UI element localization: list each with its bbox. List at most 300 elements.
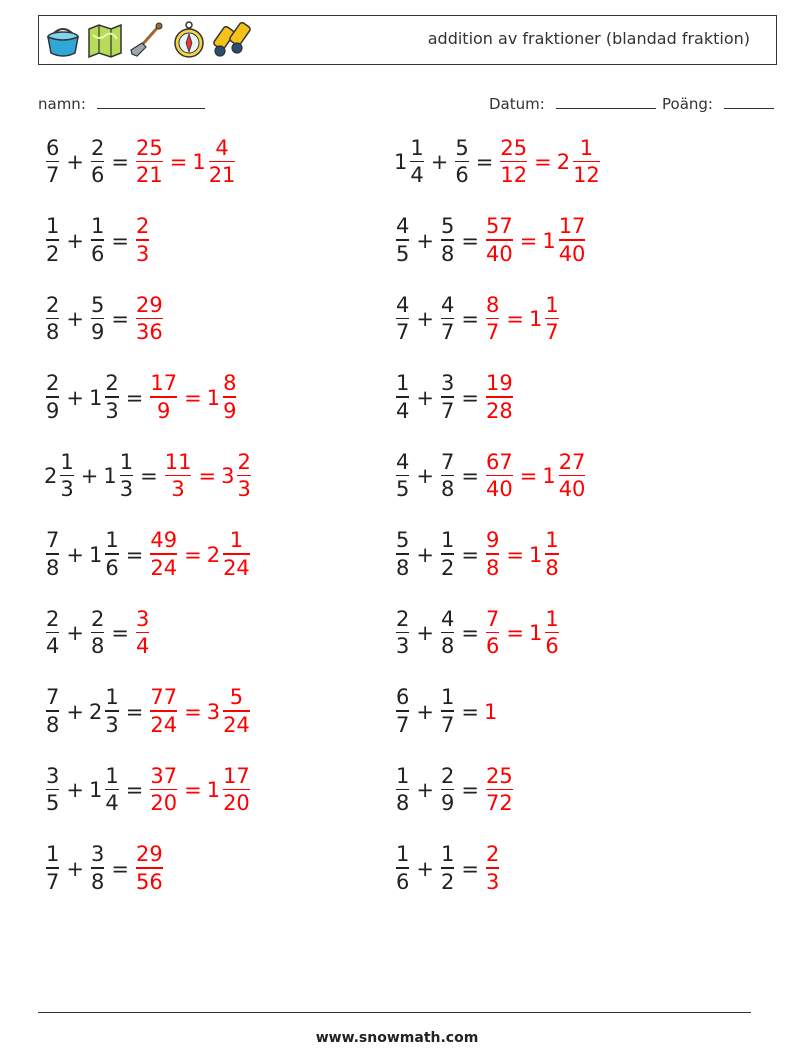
whole-part: 1 xyxy=(88,778,103,802)
numerator: 1 xyxy=(545,292,559,317)
numerator: 77 xyxy=(150,685,178,710)
numerator: 5 xyxy=(229,685,244,710)
answer-mixed xyxy=(556,135,602,188)
worksheet-title: addition av fraktioner (blandad fraktion) xyxy=(427,29,750,48)
answer-fraction xyxy=(484,449,515,502)
equals-sign: = xyxy=(125,778,144,802)
answer-fraction xyxy=(498,135,529,188)
denominator: 8 xyxy=(90,634,105,659)
answer-fraction xyxy=(134,216,151,265)
denominator: 12 xyxy=(500,163,528,188)
denominator: 7 xyxy=(545,320,559,345)
addend-b xyxy=(453,135,470,188)
addend-a xyxy=(394,449,411,502)
fraction xyxy=(439,530,456,579)
denominator: 8 xyxy=(440,241,455,266)
denominator: 24 xyxy=(223,555,250,580)
problem-row xyxy=(44,527,252,583)
answer-fraction xyxy=(484,373,515,422)
fraction xyxy=(44,763,61,816)
addend-b xyxy=(89,844,106,893)
fraction xyxy=(103,373,120,422)
denominator: 8 xyxy=(485,555,500,580)
answer-mixed xyxy=(528,606,561,659)
plus-sign: + xyxy=(416,621,434,645)
plus-sign: + xyxy=(66,856,84,881)
denominator: 3 xyxy=(135,241,150,266)
addend-b xyxy=(439,373,456,422)
fraction xyxy=(44,135,61,188)
addend-b xyxy=(439,449,456,502)
numerator: 1 xyxy=(60,449,74,474)
addend-a xyxy=(44,449,76,502)
addend-b xyxy=(103,449,135,502)
denominator: 72 xyxy=(485,791,513,816)
numerator: 2 xyxy=(485,842,500,867)
denominator: 40 xyxy=(558,477,586,502)
equals-sign: = xyxy=(111,150,129,174)
whole-part: 1 xyxy=(88,385,103,410)
whole-part: 1 xyxy=(542,228,556,253)
fraction xyxy=(571,135,602,188)
equals-sign-answer: = xyxy=(506,307,524,331)
answer-fraction xyxy=(484,606,501,659)
problem-row xyxy=(394,605,561,661)
denominator: 5 xyxy=(46,791,60,816)
denominator: 8 xyxy=(46,555,60,580)
denominator: 3 xyxy=(171,477,185,502)
whole-part: 1 xyxy=(528,621,543,645)
numerator: 2 xyxy=(46,371,60,396)
answer-mixed xyxy=(207,530,252,579)
fraction xyxy=(557,216,588,265)
fraction xyxy=(394,373,411,422)
addend-a xyxy=(394,763,411,816)
answer-fraction xyxy=(148,687,179,736)
answer-fraction xyxy=(134,135,165,188)
addend-a xyxy=(44,216,61,265)
numerator: 1 xyxy=(579,135,594,160)
worksheet-header xyxy=(38,15,777,65)
header-icons xyxy=(44,21,256,59)
numerator: 1 xyxy=(396,842,410,867)
date-label: Datum: xyxy=(489,95,545,113)
numerator: 2 xyxy=(440,763,455,788)
denominator: 7 xyxy=(485,320,500,345)
plus-sign: + xyxy=(66,542,84,567)
denominator: 6 xyxy=(396,869,410,894)
whole-part: 2 xyxy=(556,150,571,174)
numerator: 1 xyxy=(545,528,559,553)
fraction xyxy=(439,687,456,736)
numerator: 1 xyxy=(545,606,559,631)
shovel-icon xyxy=(128,21,166,59)
fraction xyxy=(394,292,411,345)
plus-sign: + xyxy=(416,856,434,881)
fraction xyxy=(44,292,61,345)
answer-mixed xyxy=(528,292,561,345)
denominator: 9 xyxy=(157,398,171,423)
numerator: 17 xyxy=(223,763,250,788)
plus-sign: + xyxy=(66,228,84,253)
fraction xyxy=(221,373,238,422)
equals-sign-answer: = xyxy=(184,778,202,802)
fraction xyxy=(58,449,75,502)
fraction xyxy=(118,449,135,502)
whole-part: 3 xyxy=(206,699,221,724)
whole-part: 1 xyxy=(103,464,117,488)
denominator: 8 xyxy=(396,791,410,816)
addend-a xyxy=(394,216,411,265)
problem-row xyxy=(44,370,238,426)
denominator: 7 xyxy=(440,712,455,737)
denominator: 7 xyxy=(440,398,455,423)
equals-sign: = xyxy=(461,621,479,645)
answer-fraction xyxy=(134,292,165,345)
fraction xyxy=(439,449,456,502)
equals-sign: = xyxy=(125,385,144,410)
problem-row xyxy=(44,291,165,347)
fraction xyxy=(44,530,61,579)
plus-sign: + xyxy=(66,385,84,410)
equals-sign: = xyxy=(461,307,479,331)
problem-row xyxy=(44,448,253,504)
denominator: 3 xyxy=(105,398,119,423)
numerator: 19 xyxy=(485,371,513,396)
denominator: 7 xyxy=(46,163,60,188)
numerator: 1 xyxy=(105,685,119,710)
denominator: 5 xyxy=(396,241,410,266)
addend-b xyxy=(89,687,121,736)
addend-b xyxy=(88,763,121,816)
numerator: 17 xyxy=(150,371,178,396)
denominator: 9 xyxy=(46,398,60,423)
denominator: 6 xyxy=(545,634,559,659)
numerator: 25 xyxy=(500,135,528,160)
score-label: Poäng: xyxy=(662,95,713,113)
problem-row xyxy=(394,841,501,897)
whole-part: 1 xyxy=(528,307,543,331)
numerator: 1 xyxy=(396,763,410,788)
numerator: 1 xyxy=(105,763,119,788)
numerator: 29 xyxy=(135,292,163,317)
fraction xyxy=(221,763,252,816)
fraction xyxy=(89,292,106,345)
whole-part: 1 xyxy=(88,542,103,567)
answer-fraction xyxy=(484,763,515,816)
addend-a xyxy=(44,373,61,422)
numerator: 8 xyxy=(485,292,500,317)
fraction xyxy=(394,449,411,502)
equals-sign: = xyxy=(475,150,494,174)
equals-sign: = xyxy=(461,228,479,253)
denominator: 40 xyxy=(558,241,586,266)
equals-sign-answer: = xyxy=(198,464,217,488)
answer-mixed xyxy=(221,449,253,502)
denominator: 7 xyxy=(46,869,60,894)
numerator: 1 xyxy=(440,842,455,867)
numerator: 4 xyxy=(440,292,455,317)
answer-fraction xyxy=(134,606,151,659)
denominator: 21 xyxy=(135,163,163,188)
addend-a xyxy=(394,135,426,188)
addend-a xyxy=(394,530,411,579)
numerator: 17 xyxy=(558,214,586,239)
denominator: 8 xyxy=(440,634,455,659)
plus-sign: + xyxy=(66,778,84,802)
numerator: 2 xyxy=(46,292,60,317)
whole-part: 2 xyxy=(88,699,103,724)
fraction xyxy=(408,135,425,188)
bucket-icon xyxy=(44,21,82,59)
denominator: 6 xyxy=(90,241,105,266)
numerator: 2 xyxy=(90,135,105,160)
plus-sign: + xyxy=(416,307,434,331)
name-field xyxy=(38,94,205,113)
whole-part: 1 xyxy=(542,464,556,488)
numerator: 5 xyxy=(440,214,455,239)
numerator: 2 xyxy=(105,371,119,396)
problem-row xyxy=(394,448,587,504)
numerator: 11 xyxy=(164,449,192,474)
fraction xyxy=(394,216,411,265)
addend-a xyxy=(394,844,411,893)
problem-row xyxy=(394,291,561,347)
numerator: 2 xyxy=(237,449,251,474)
denominator: 36 xyxy=(135,320,163,345)
denominator: 2 xyxy=(440,869,455,894)
fraction xyxy=(103,687,120,736)
addend-b xyxy=(439,530,456,579)
problem-row xyxy=(44,841,165,897)
numerator: 1 xyxy=(396,371,410,396)
fraction xyxy=(439,292,456,345)
numerator: 1 xyxy=(105,528,119,553)
denominator: 6 xyxy=(485,634,500,659)
footer-divider xyxy=(38,1012,751,1013)
fraction xyxy=(44,373,61,422)
answer-mixed xyxy=(207,687,252,736)
fraction xyxy=(439,844,456,893)
plus-sign: + xyxy=(416,699,434,724)
denominator: 6 xyxy=(90,163,105,188)
fraction xyxy=(221,530,252,579)
fraction xyxy=(394,687,411,736)
plus-sign: + xyxy=(430,150,449,174)
fraction xyxy=(394,606,411,659)
denominator: 7 xyxy=(396,320,410,345)
denominator: 7 xyxy=(440,320,455,345)
plus-sign: + xyxy=(416,385,434,410)
answer-fraction xyxy=(163,449,194,502)
fraction xyxy=(543,606,560,659)
numerator: 4 xyxy=(396,449,410,474)
numerator: 29 xyxy=(135,842,163,867)
date-line[interactable] xyxy=(556,94,656,109)
equals-sign: = xyxy=(111,856,129,881)
addend-b xyxy=(89,216,106,265)
answer-fraction xyxy=(484,844,501,893)
denominator: 2 xyxy=(46,241,60,266)
addend-a xyxy=(44,763,61,816)
fraction xyxy=(207,135,238,188)
denominator: 7 xyxy=(396,712,410,737)
fraction xyxy=(439,216,456,265)
name-label: namn: xyxy=(38,95,86,113)
whole-part: 2 xyxy=(44,464,58,488)
addend-b xyxy=(89,530,121,579)
denominator: 21 xyxy=(208,163,236,188)
denominator: 4 xyxy=(396,398,410,423)
map-icon xyxy=(86,21,124,59)
denominator: 24 xyxy=(150,555,178,580)
denominator: 4 xyxy=(410,163,424,188)
score-field xyxy=(662,94,774,113)
denominator: 3 xyxy=(485,869,500,894)
addend-b xyxy=(89,135,106,188)
equals-sign: = xyxy=(461,856,479,881)
denominator: 4 xyxy=(105,791,119,816)
numerator: 49 xyxy=(150,528,178,553)
addend-b xyxy=(439,763,456,816)
problem-row xyxy=(44,762,252,818)
plus-sign: + xyxy=(66,307,84,331)
plus-sign: + xyxy=(416,542,434,567)
fraction xyxy=(543,292,560,345)
fraction xyxy=(394,530,411,579)
addend-a xyxy=(394,373,411,422)
answer-mixed xyxy=(542,449,587,502)
date-field xyxy=(489,94,656,113)
answer-mixed xyxy=(206,763,252,816)
equals-sign-answer: = xyxy=(519,228,538,253)
denominator: 8 xyxy=(440,477,455,502)
answer-mixed xyxy=(207,373,239,422)
whole-part: 1 xyxy=(192,150,206,174)
equals-sign-answer: = xyxy=(534,150,552,174)
whole-part: 2 xyxy=(206,542,221,567)
problem-row xyxy=(394,684,497,740)
addend-b xyxy=(89,373,121,422)
problem-row xyxy=(44,134,237,190)
fraction xyxy=(89,216,106,265)
numerator: 2 xyxy=(135,214,150,239)
numerator: 1 xyxy=(119,449,134,474)
fraction xyxy=(394,844,411,893)
numerator: 1 xyxy=(90,214,105,239)
equals-sign: = xyxy=(111,228,129,253)
numerator: 4 xyxy=(215,135,229,160)
numerator: 3 xyxy=(135,606,150,631)
addend-a xyxy=(44,844,61,893)
problem-row xyxy=(394,213,587,269)
footer-url: www.snowmath.com xyxy=(315,1030,479,1046)
fraction xyxy=(557,449,588,502)
numerator: 1 xyxy=(46,842,60,867)
compass-icon xyxy=(170,21,208,59)
fraction xyxy=(453,135,470,188)
fraction xyxy=(89,606,106,659)
denominator: 9 xyxy=(440,791,455,816)
answer-mixed xyxy=(542,216,587,265)
addend-b xyxy=(89,292,106,345)
fraction xyxy=(89,844,106,893)
fraction xyxy=(103,530,120,579)
addend-a xyxy=(394,687,411,736)
denominator: 56 xyxy=(135,869,163,894)
numerator: 3 xyxy=(46,763,60,788)
denominator: 9 xyxy=(223,398,237,423)
answer-fraction xyxy=(148,530,179,579)
numerator: 4 xyxy=(396,214,410,239)
fraction xyxy=(221,687,252,736)
plus-sign: + xyxy=(416,228,434,253)
numerator: 2 xyxy=(90,606,105,631)
addend-a xyxy=(44,292,61,345)
fraction xyxy=(44,687,61,736)
numerator: 2 xyxy=(396,606,410,631)
addend-a xyxy=(44,530,61,579)
name-line[interactable] xyxy=(97,94,205,109)
plus-sign: + xyxy=(416,464,434,488)
answer-mixed xyxy=(529,530,561,579)
problem-row xyxy=(394,370,515,426)
denominator: 8 xyxy=(90,869,105,894)
denominator: 3 xyxy=(237,477,251,502)
numerator: 25 xyxy=(135,135,163,160)
numerator: 37 xyxy=(150,763,178,788)
fraction xyxy=(44,844,61,893)
numerator: 1 xyxy=(440,528,455,553)
answer-fraction xyxy=(148,763,179,816)
numerator: 1 xyxy=(46,214,60,239)
plus-sign: + xyxy=(80,464,99,488)
denominator: 8 xyxy=(545,555,559,580)
score-line[interactable] xyxy=(724,94,774,109)
equals-sign: = xyxy=(461,464,479,488)
addend-b xyxy=(89,606,106,659)
answer-fraction xyxy=(484,216,515,265)
addend-a xyxy=(44,135,61,188)
numerator: 1 xyxy=(410,135,424,160)
equals-sign-answer: = xyxy=(519,464,538,488)
numerator: 4 xyxy=(440,606,455,631)
addend-a xyxy=(394,606,411,659)
denominator: 8 xyxy=(396,555,410,580)
numerator: 1 xyxy=(440,685,455,710)
denominator: 28 xyxy=(485,398,513,423)
numerator: 5 xyxy=(396,528,410,553)
numerator: 5 xyxy=(455,135,469,160)
numerator: 9 xyxy=(485,528,500,553)
answer-mixed xyxy=(192,135,237,188)
plus-sign: + xyxy=(416,778,434,802)
equals-sign: = xyxy=(125,542,144,567)
whole-part: 3 xyxy=(221,464,235,488)
equals-sign-answer: = xyxy=(184,385,202,410)
numerator: 27 xyxy=(558,449,586,474)
numerator: 7 xyxy=(46,685,60,710)
numerator: 3 xyxy=(440,371,455,396)
numerator: 1 xyxy=(229,528,244,553)
denominator: 12 xyxy=(573,163,600,188)
denominator: 24 xyxy=(223,712,250,737)
numerator: 2 xyxy=(46,606,60,631)
answer-fraction xyxy=(148,373,179,422)
equals-sign-answer: = xyxy=(184,699,202,724)
addend-a xyxy=(44,687,61,736)
denominator: 4 xyxy=(46,634,60,659)
